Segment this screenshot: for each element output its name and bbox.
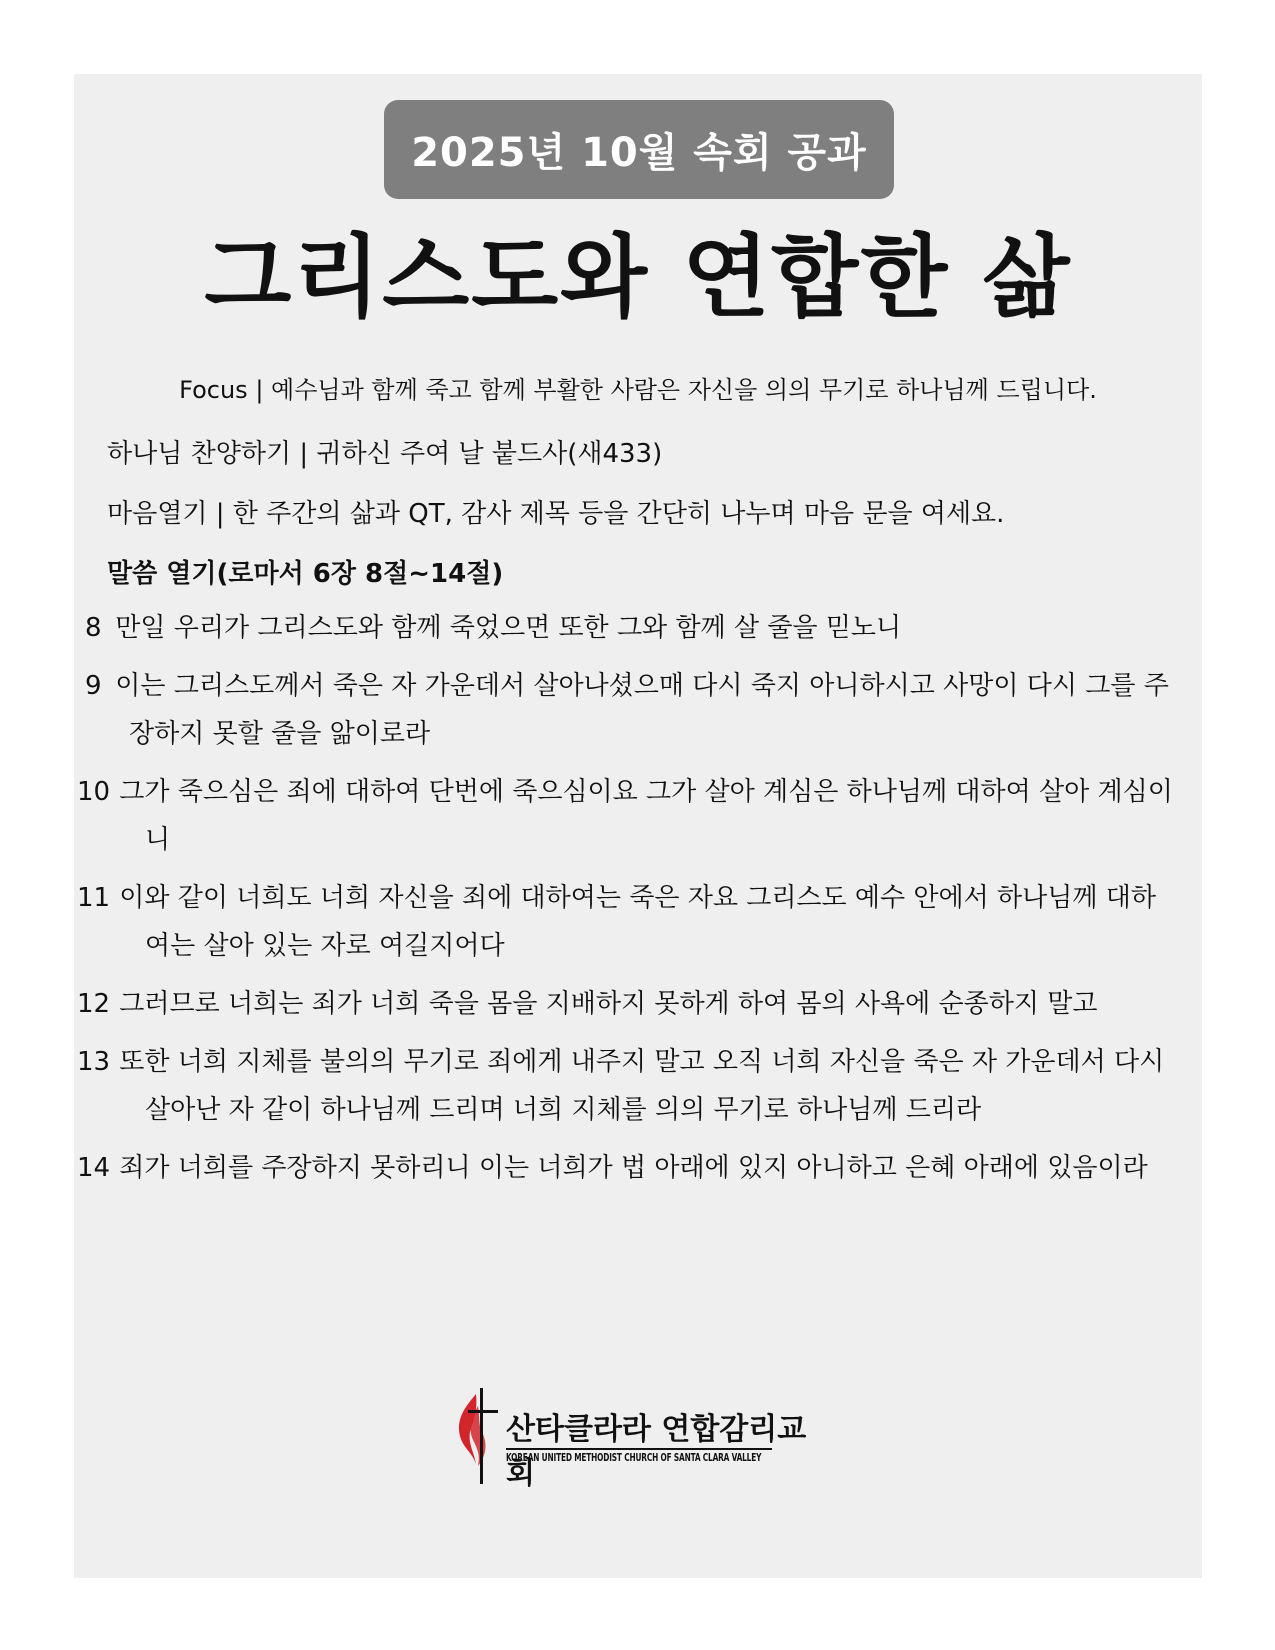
verse-text: 또한 너희 지체를 불의의 무기로 죄에게 내주지 말고 오직 너희 자신을 죽은 자 가운데서 다시 살아난 자 같이 하나님께 드리며 너희 지체를 의의 무기로 하나님께 드리라 — [119, 1047, 1165, 1125]
praise-line: 하나님 찬양하기 | 귀하신 주여 날 붙드사(새433) — [107, 439, 663, 469]
cross-and-flame-icon — [454, 1386, 498, 1486]
focus-statement: Focus | 예수님과 함께 죽고 함께 부활한 사람은 자신을 의의 무기로 하나님께 드립니다. — [179, 376, 1097, 404]
verse-item: 13 또한 너희 지체를 불의의 무기로 죄에게 내주지 말고 오직 너희 자신을 죽은 자 가운데서 다시 살아난 자 같이 하나님께 드리며 너희 지체를 의의 무기로 하나님께 드리라 — [77, 1047, 1165, 1125]
verse-item: 8 만일 우리가 그리스도와 함께 죽었으면 또한 그와 함께 살 줄을 믿노니 — [85, 613, 902, 643]
church-logo — [454, 1386, 814, 1491]
scripture-heading: 말씀 열기(로마서 6장 8절~14절) — [107, 559, 504, 589]
lesson-page — [74, 74, 1202, 1578]
church-name-korean: 산타클라라 연합감리교회 — [506, 1412, 807, 1491]
verse-text: 이는 그리스도께서 죽은 자 가운데서 살아나셨으매 다시 죽지 아니하시고 사망이 다시 그를 주장하지 못할 줄을 앎이로라 — [115, 671, 1169, 749]
open-heart-line: 마음열기 | 한 주간의 삶과 QT, 감사 제목 등을 간단히 나누며 마음 문을 여세요. — [107, 499, 1005, 529]
verse-item: 10 그가 죽으심은 죄에 대하여 단번에 죽으심이요 그가 살아 계심은 하나님께 대하여 살아 계심이니 — [77, 777, 1173, 855]
verse-text: 그러므로 너희는 죄가 너희 죽을 몸을 지배하지 못하게 하여 몸의 사욕에 순종하지 말고 — [119, 989, 1098, 1019]
month-badge — [384, 100, 894, 199]
lesson-body — [77, 430, 1177, 1202]
verse-item: 12 그러므로 너희는 죄가 너희 죽을 몸을 지배하지 못하게 하여 몸의 사욕에 순종하지 말고 — [77, 989, 1098, 1019]
verse-text: 만일 우리가 그리스도와 함께 죽었으면 또한 그와 함께 살 줄을 믿노니 — [115, 613, 902, 643]
verse-item: 11 이와 같이 너희도 너희 자신을 죄에 대하여는 죽은 자요 그리스도 예수 안에서 하나님께 대하여는 살아 있는 자로 여길지어다 — [77, 883, 1156, 961]
church-name-english: KOREAN UNITED METHODIST CHURCH OF SANTA CLARA VALLEY — [506, 1452, 762, 1464]
page-title: 그리스도와 연합한 삶 — [204, 225, 1072, 330]
verse-text: 죄가 너희를 주장하지 못하리니 이는 너희가 법 아래에 있지 아니하고 은혜 아래에 있음이라 — [119, 1153, 1148, 1183]
month-badge-label: 2025년 10월 속회 공과 — [411, 130, 867, 176]
logo-divider — [506, 1448, 772, 1450]
verse-text: 그가 죽으심은 죄에 대하여 단번에 죽으심이요 그가 살아 계심은 하나님께 대하여 살아 계심이니 — [119, 777, 1173, 855]
verse-text: 이와 같이 너희도 너희 자신을 죄에 대하여는 죽은 자요 그리스도 예수 안에서 하나님께 대하여는 살아 있는 자로 여길지어다 — [119, 883, 1156, 961]
verse-item: 14 죄가 너희를 주장하지 못하리니 이는 너희가 법 아래에 있지 아니하고 은혜 아래에 있음이라 — [77, 1153, 1148, 1183]
verse-item: 9 이는 그리스도께서 죽은 자 가운데서 살아나셨으매 다시 죽지 아니하시고 사망이 다시 그를 주장하지 못할 줄을 앎이로라 — [85, 671, 1169, 749]
